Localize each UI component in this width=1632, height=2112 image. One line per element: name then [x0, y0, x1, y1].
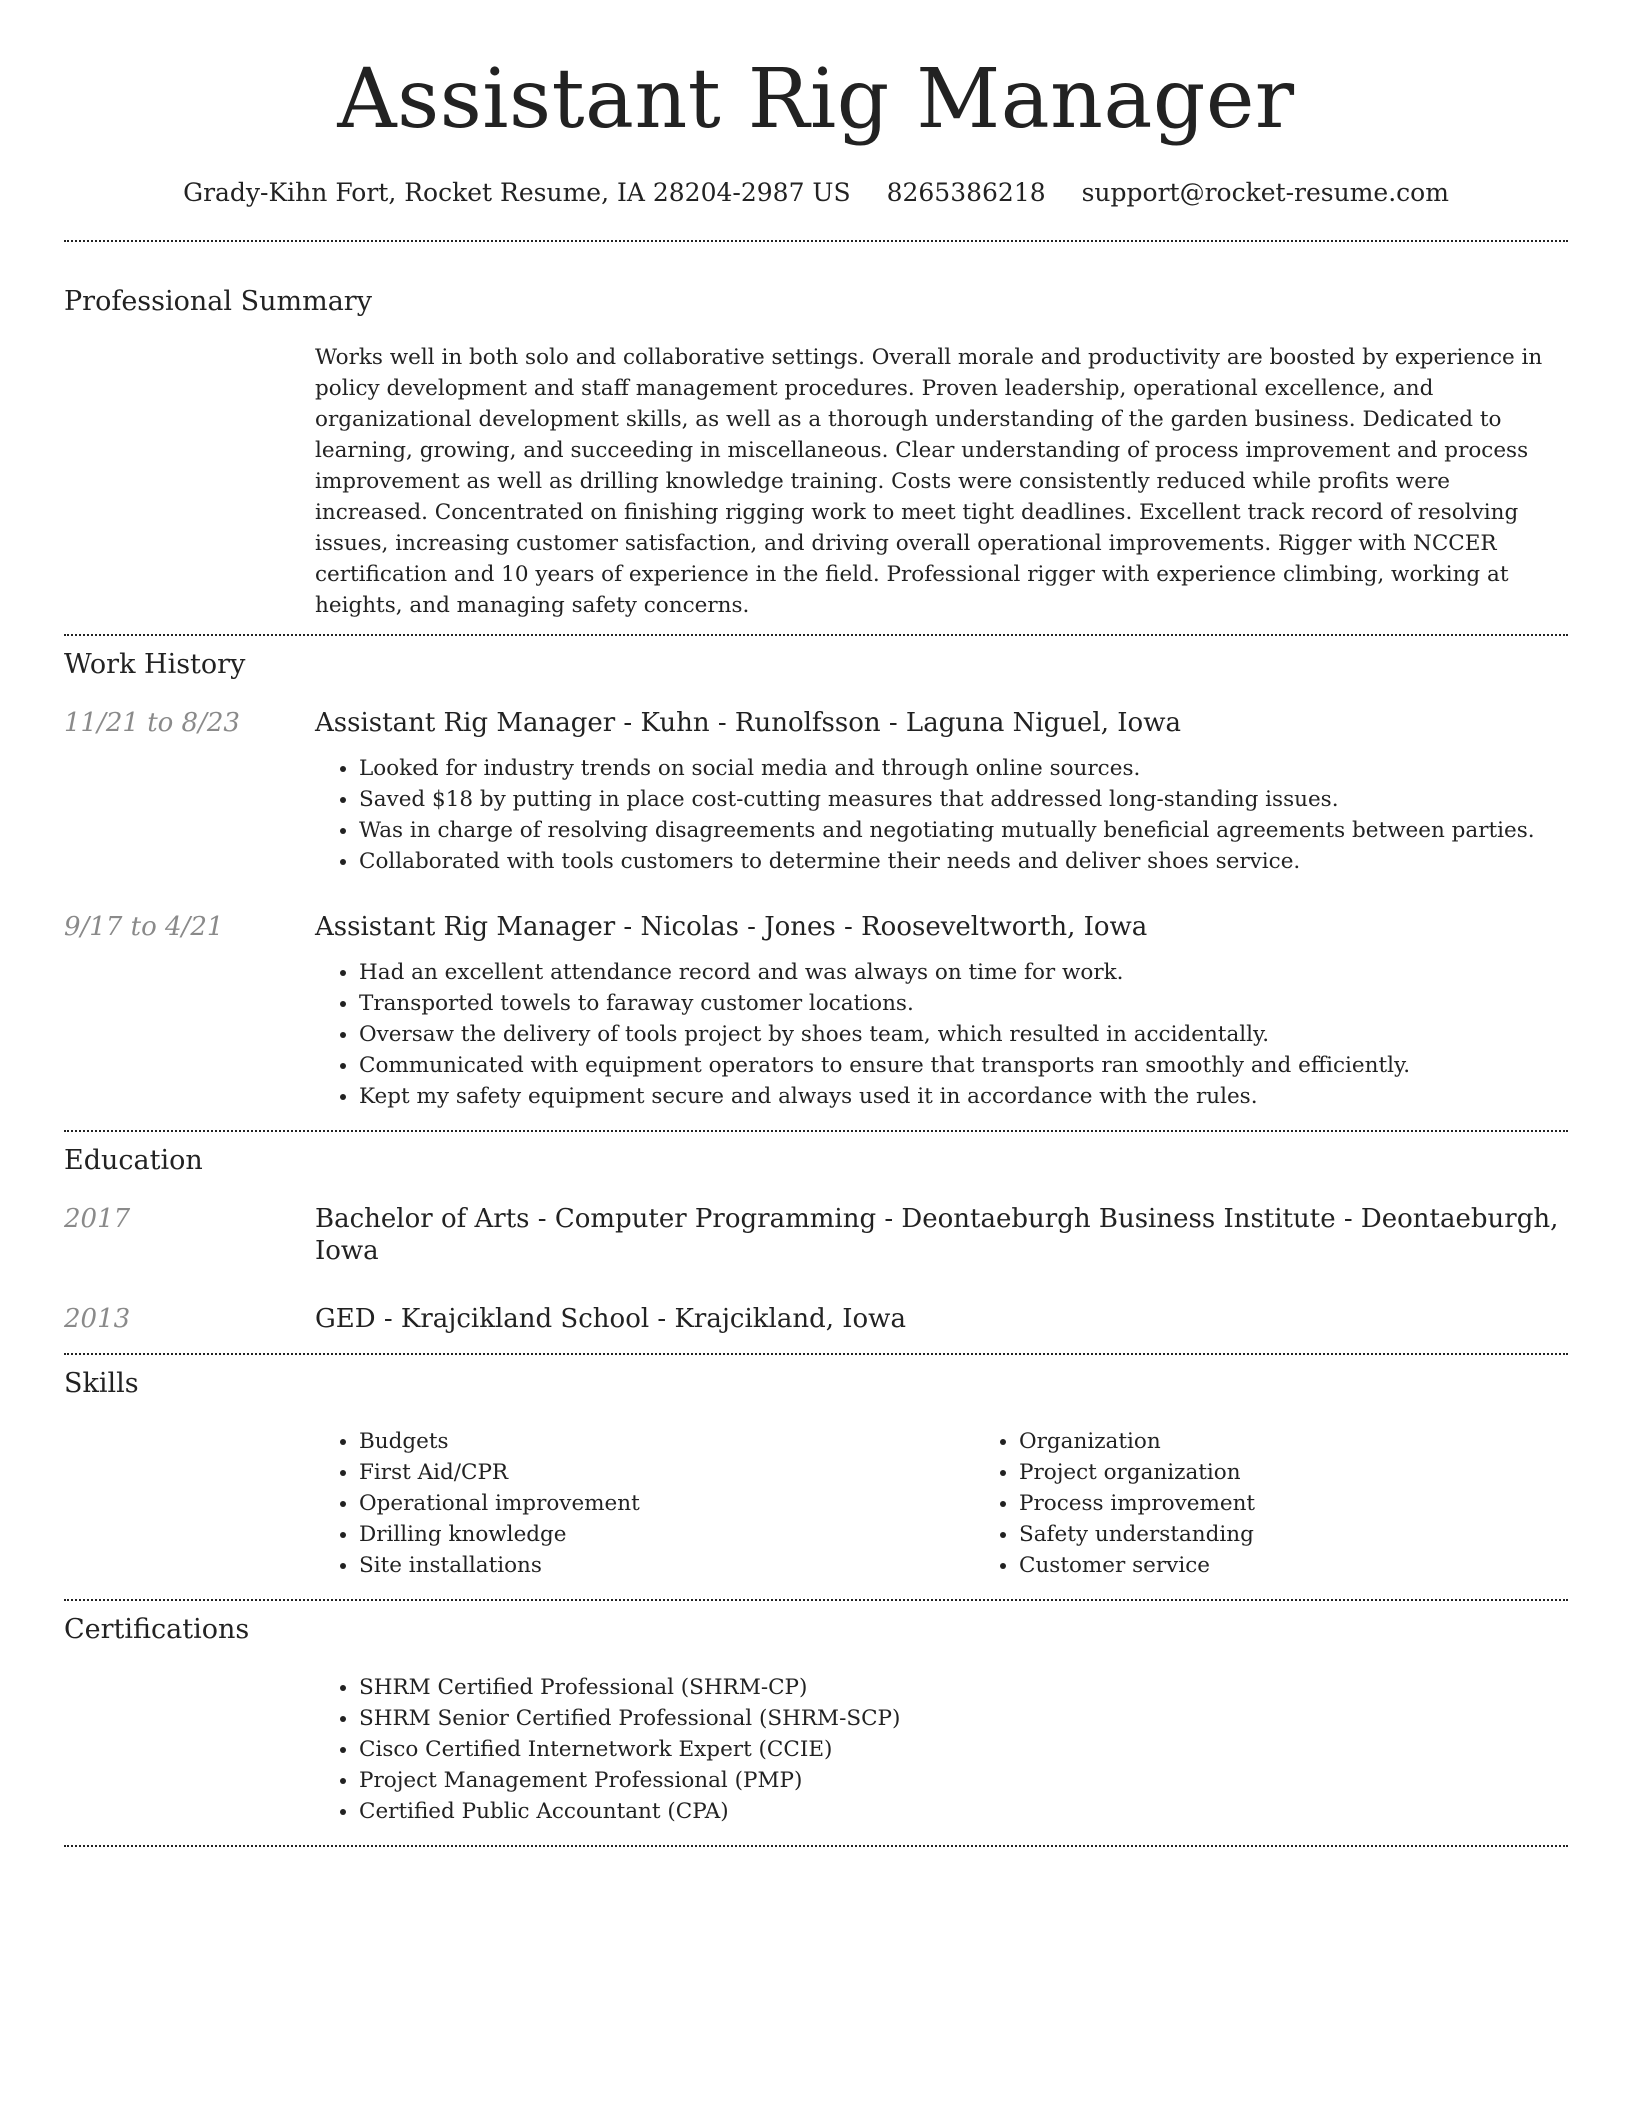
list-item: • Communicated with equipment operators to ensure that transports ran smoothly and efficiently.	[359, 1050, 1568, 1081]
list-item: • First Aid/CPR	[359, 1457, 975, 1488]
job-bullets	[315, 753, 1568, 877]
education-text: Bachelor of Arts - Computer Programming - Deontaeburgh Business Institute - Deontaeburgh, Iowa	[315, 1204, 1559, 1266]
list-item: • Transported towels to faraway customer locations.	[359, 988, 1568, 1019]
list-item: • Drilling knowledge	[359, 1519, 975, 1550]
list-item: • Operational improvement	[359, 1488, 975, 1519]
divider	[64, 1599, 1568, 1601]
summary-left-spacer	[64, 342, 315, 621]
certifications-list	[315, 1672, 1568, 1827]
summary-section	[64, 286, 1568, 621]
list-item: • SHRM Certified Professional (SHRM-CP)	[359, 1672, 1568, 1703]
list-item: • Customer service	[1019, 1550, 1632, 1581]
section-title-work: Work History	[64, 649, 246, 680]
education-year: 2017	[64, 1204, 131, 1234]
list-item: • Project organization	[1019, 1457, 1632, 1488]
list-item: • Certified Public Accountant (CPA)	[359, 1796, 1568, 1827]
certifications-section	[64, 1614, 1568, 1827]
education-entry	[64, 1303, 1568, 1335]
list-item: • Process improvement	[1019, 1488, 1632, 1519]
skills-list-left	[315, 1426, 975, 1581]
contact-line	[64, 178, 1568, 208]
list-item: • Site installations	[359, 1550, 975, 1581]
list-item: • Collaborated with tools customers to determine their needs and deliver shoes service.	[359, 846, 1568, 877]
list-item: • Had an excellent attendance record and was always on time for work.	[359, 957, 1568, 988]
job-heading: Assistant Rig Manager - Kuhn - Runolfsson - Laguna Niguel, Iowa	[315, 708, 1181, 738]
divider	[64, 1845, 1568, 1847]
section-title-skills: Skills	[64, 1368, 139, 1399]
divider	[64, 1130, 1568, 1132]
job-bullets	[315, 957, 1568, 1112]
skills-list-right	[975, 1426, 1632, 1581]
section-title-summary: Professional Summary	[64, 286, 372, 317]
job-heading: Assistant Rig Manager - Nicolas - Jones - Rooseveltworth, Iowa	[315, 912, 1148, 942]
list-item: • Was in charge of resolving disagreements and negotiating mutually beneficial agreements between parties.	[359, 815, 1568, 846]
contact-address: Grady-Kihn Fort, Rocket Resume, IA 28204-2987 US	[183, 178, 851, 207]
certifications-left-spacer	[64, 1672, 315, 1827]
list-item: • Saved $18 by putting in place cost-cutting measures that addressed long-standing issues.	[359, 784, 1568, 815]
contact-phone: 8265386218	[886, 178, 1046, 207]
summary-text: Works well in both solo and collaborative settings. Overall morale and productivity are boosted by experience in policy development and staff management procedures. Proven leadership, operational excellence, and organizational development skills, as well as a thorough understanding of the garden business. Dedicated to learning, growing, and succeeding in miscellaneous. Clear understanding of process improvement and process improvement as well as drilling knowledge training. Costs were consistently reduced while profits were increased. Concentrated on finishing rigging work to meet tight deadlines. Excellent track record of resolving issues, increasing customer satisfaction, and driving overall operational improvements. Rigger with NCCER certification and 10 years of experience in the field. Professional rigger with experience climbing, working at heights, and managing safety concerns.	[315, 345, 1543, 618]
list-item: • Cisco Certified Internetwork Expert (CCIE)	[359, 1734, 1568, 1765]
list-item: • Project Management Professional (PMP)	[359, 1765, 1568, 1796]
work-history-section	[64, 649, 1568, 1112]
section-title-certifications: Certifications	[64, 1614, 250, 1645]
list-item: • Budgets	[359, 1426, 975, 1457]
resume-name: Assistant Rig Manager	[337, 52, 1295, 147]
list-item: • Oversaw the delivery of tools project by shoes team, which resulted in accidentally.	[359, 1019, 1568, 1050]
job-dates: 9/17 to 4/21	[64, 912, 224, 942]
skills-left-spacer	[64, 1426, 315, 1581]
list-item: • Kept my safety equipment secure and always used it in accordance with the rules.	[359, 1081, 1568, 1112]
job-dates: 11/21 to 8/23	[64, 708, 240, 738]
education-entry	[64, 1203, 1568, 1267]
contact-email: support@rocket-resume.com	[1081, 178, 1449, 207]
divider	[64, 240, 1568, 242]
list-item: • SHRM Senior Certified Professional (SHRM-SCP)	[359, 1703, 1568, 1734]
education-year: 2013	[64, 1304, 131, 1334]
job-entry	[64, 707, 1568, 877]
list-item: • Organization	[1019, 1426, 1632, 1457]
education-text: GED - Krajcikland School - Krajcikland, Iowa	[315, 1304, 906, 1334]
skills-section	[64, 1368, 1568, 1581]
list-item: • Looked for industry trends on social media and through online sources.	[359, 753, 1568, 784]
divider	[64, 634, 1568, 636]
section-title-education: Education	[64, 1145, 203, 1176]
list-item: • Safety understanding	[1019, 1519, 1632, 1550]
divider	[64, 1353, 1568, 1355]
education-section	[64, 1145, 1568, 1335]
job-entry	[64, 911, 1568, 1112]
